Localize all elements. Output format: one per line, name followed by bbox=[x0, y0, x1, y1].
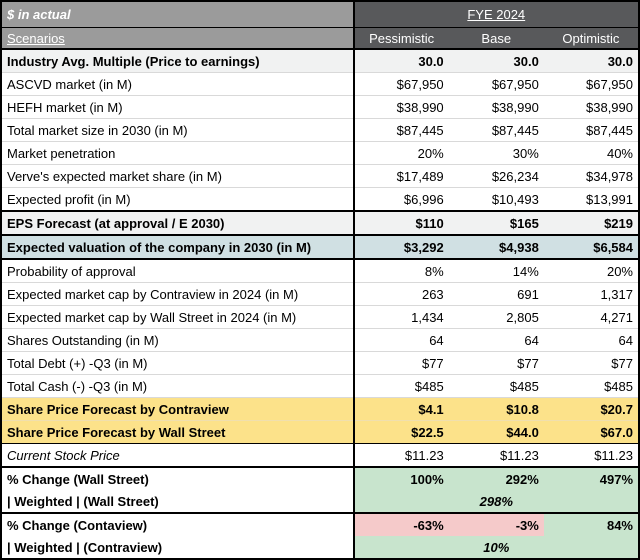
row-label: Shares Outstanding (in M) bbox=[1, 329, 354, 352]
row-hefh-market bbox=[1, 96, 639, 119]
scenarios-label: Scenarios bbox=[7, 30, 65, 46]
row-share-price-forecast-contraview bbox=[1, 398, 639, 421]
row-label: Total market size in 2030 (in M) bbox=[1, 119, 354, 142]
value-base: $77 bbox=[449, 352, 544, 375]
value-optimistic: $485 bbox=[544, 375, 639, 398]
row-pct-change-wall-street bbox=[1, 467, 639, 490]
value-pessimistic: 100% bbox=[354, 467, 449, 490]
value-base: 30% bbox=[449, 142, 544, 165]
value-optimistic: $67.0 bbox=[544, 421, 639, 444]
row-current-stock-price bbox=[1, 444, 639, 468]
period-header bbox=[354, 1, 639, 28]
value-pessimistic: 1,434 bbox=[354, 306, 449, 329]
value-base: $165 bbox=[449, 211, 544, 235]
row-eps-forecast bbox=[1, 211, 639, 235]
row-label: Total Debt (+) -Q3 (in M) bbox=[1, 352, 354, 375]
row-total-market-size bbox=[1, 119, 639, 142]
value-optimistic: $38,990 bbox=[544, 96, 639, 119]
value-base: $38,990 bbox=[449, 96, 544, 119]
row-label: Share Price Forecast by Wall Street bbox=[1, 421, 354, 444]
value-optimistic: 84% bbox=[544, 513, 639, 536]
value-pessimistic: $38,990 bbox=[354, 96, 449, 119]
value-optimistic: 20% bbox=[544, 259, 639, 283]
row-shares-outstanding bbox=[1, 329, 639, 352]
value-pessimistic: $77 bbox=[354, 352, 449, 375]
value-base: 292% bbox=[449, 467, 544, 490]
value-pessimistic: $6,996 bbox=[354, 188, 449, 212]
weighted-value: 10% bbox=[354, 536, 639, 559]
value-optimistic: 40% bbox=[544, 142, 639, 165]
row-label: Probability of approval bbox=[1, 259, 354, 283]
row-label: Expected profit (in M) bbox=[1, 188, 354, 212]
value-optimistic: 4,271 bbox=[544, 306, 639, 329]
value-optimistic: 30.0 bbox=[544, 49, 639, 73]
row-label: % Change (Contaview) bbox=[7, 517, 148, 533]
value-base: 691 bbox=[449, 283, 544, 306]
value-base: $44.0 bbox=[449, 421, 544, 444]
row-label: | Weighted | (Contraview) bbox=[1, 536, 354, 559]
row-label: Share Price Forecast by Contraview bbox=[1, 398, 354, 421]
value-pessimistic: 8% bbox=[354, 259, 449, 283]
value-base: 2,805 bbox=[449, 306, 544, 329]
value-pessimistic: 64 bbox=[354, 329, 449, 352]
column-header-pessimistic: Pessimistic bbox=[354, 28, 449, 50]
value-base: $11.23 bbox=[449, 444, 544, 468]
value-optimistic: $11.23 bbox=[544, 444, 639, 468]
value-pessimistic: 263 bbox=[354, 283, 449, 306]
row-label: Expected market cap by Wall Street in 2024 (in M) bbox=[1, 306, 354, 329]
row-ascvd-market bbox=[1, 73, 639, 96]
row-label: HEFH market (in M) bbox=[1, 96, 354, 119]
value-base: $10,493 bbox=[449, 188, 544, 212]
value-optimistic: $87,445 bbox=[544, 119, 639, 142]
row-probability-of-approval bbox=[1, 259, 639, 283]
header-row-scenarios bbox=[1, 28, 639, 50]
value-base: $4,938 bbox=[449, 235, 544, 259]
row-label: ASCVD market (in M) bbox=[1, 73, 354, 96]
value-pessimistic: $87,445 bbox=[354, 119, 449, 142]
row-expected-profit bbox=[1, 188, 639, 212]
scenarios-header bbox=[1, 28, 354, 50]
corner-label: $ in actual bbox=[1, 1, 354, 28]
row-label: Industry Avg. Multiple (Price to earnings) bbox=[1, 49, 354, 73]
value-optimistic: $20.7 bbox=[544, 398, 639, 421]
row-market-cap-wall-street bbox=[1, 306, 639, 329]
value-base: $67,950 bbox=[449, 73, 544, 96]
period-label: FYE 2024 bbox=[467, 7, 526, 22]
value-optimistic: $219 bbox=[544, 211, 639, 235]
row-label: % Change (Wall Street) bbox=[7, 471, 149, 487]
value-optimistic: 497% bbox=[544, 467, 639, 490]
value-pessimistic: 20% bbox=[354, 142, 449, 165]
value-optimistic: $67,950 bbox=[544, 73, 639, 96]
row-share-price-forecast-wall-street bbox=[1, 421, 639, 444]
value-base: $10.8 bbox=[449, 398, 544, 421]
row-total-cash bbox=[1, 375, 639, 398]
value-base: 30.0 bbox=[449, 49, 544, 73]
header-row-period bbox=[1, 1, 639, 28]
row-pct-change-contraview bbox=[1, 513, 639, 536]
row-expected-market-share bbox=[1, 165, 639, 188]
value-pessimistic: $67,950 bbox=[354, 73, 449, 96]
row-label: Total Cash (-) -Q3 (in M) bbox=[1, 375, 354, 398]
value-optimistic: $6,584 bbox=[544, 235, 639, 259]
value-pessimistic: $3,292 bbox=[354, 235, 449, 259]
value-pessimistic: 30.0 bbox=[354, 49, 449, 73]
value-optimistic: $34,978 bbox=[544, 165, 639, 188]
value-pessimistic: $22.5 bbox=[354, 421, 449, 444]
row-weighted-wall-street bbox=[1, 490, 639, 513]
row-label: Expected market cap by Contraview in 2024 (in M) bbox=[1, 283, 354, 306]
value-pessimistic: $11.23 bbox=[354, 444, 449, 468]
row-market-penetration bbox=[1, 142, 639, 165]
row-expected-valuation bbox=[1, 235, 639, 259]
row-total-debt bbox=[1, 352, 639, 375]
value-base: -3% bbox=[449, 513, 544, 536]
value-base: 64 bbox=[449, 329, 544, 352]
value-pessimistic: $17,489 bbox=[354, 165, 449, 188]
value-pessimistic: $485 bbox=[354, 375, 449, 398]
row-label: Market penetration bbox=[1, 142, 354, 165]
value-base: $26,234 bbox=[449, 165, 544, 188]
row-label: Expected valuation of the company in 2030 (in M) bbox=[1, 235, 354, 259]
value-pessimistic: -63% bbox=[354, 513, 449, 536]
row-industry-avg-multiple bbox=[1, 49, 639, 73]
value-base: $485 bbox=[449, 375, 544, 398]
row-weighted-contraview bbox=[1, 536, 639, 559]
row-label: | Weighted | (Wall Street) bbox=[1, 490, 354, 513]
value-base: $87,445 bbox=[449, 119, 544, 142]
column-header-optimistic: Optimistic bbox=[544, 28, 639, 50]
column-header-base: Base bbox=[449, 28, 544, 50]
value-optimistic: $77 bbox=[544, 352, 639, 375]
row-label: Verve's expected market share (in M) bbox=[1, 165, 354, 188]
weighted-value: 298% bbox=[354, 490, 639, 513]
value-base: 14% bbox=[449, 259, 544, 283]
row-label: Current Stock Price bbox=[1, 444, 354, 468]
value-optimistic: 1,317 bbox=[544, 283, 639, 306]
value-pessimistic: $4.1 bbox=[354, 398, 449, 421]
value-optimistic: 64 bbox=[544, 329, 639, 352]
value-optimistic: $13,991 bbox=[544, 188, 639, 212]
row-label: EPS Forecast (at approval / E 2030) bbox=[1, 211, 354, 235]
value-pessimistic: $110 bbox=[354, 211, 449, 235]
row-market-cap-contraview bbox=[1, 283, 639, 306]
